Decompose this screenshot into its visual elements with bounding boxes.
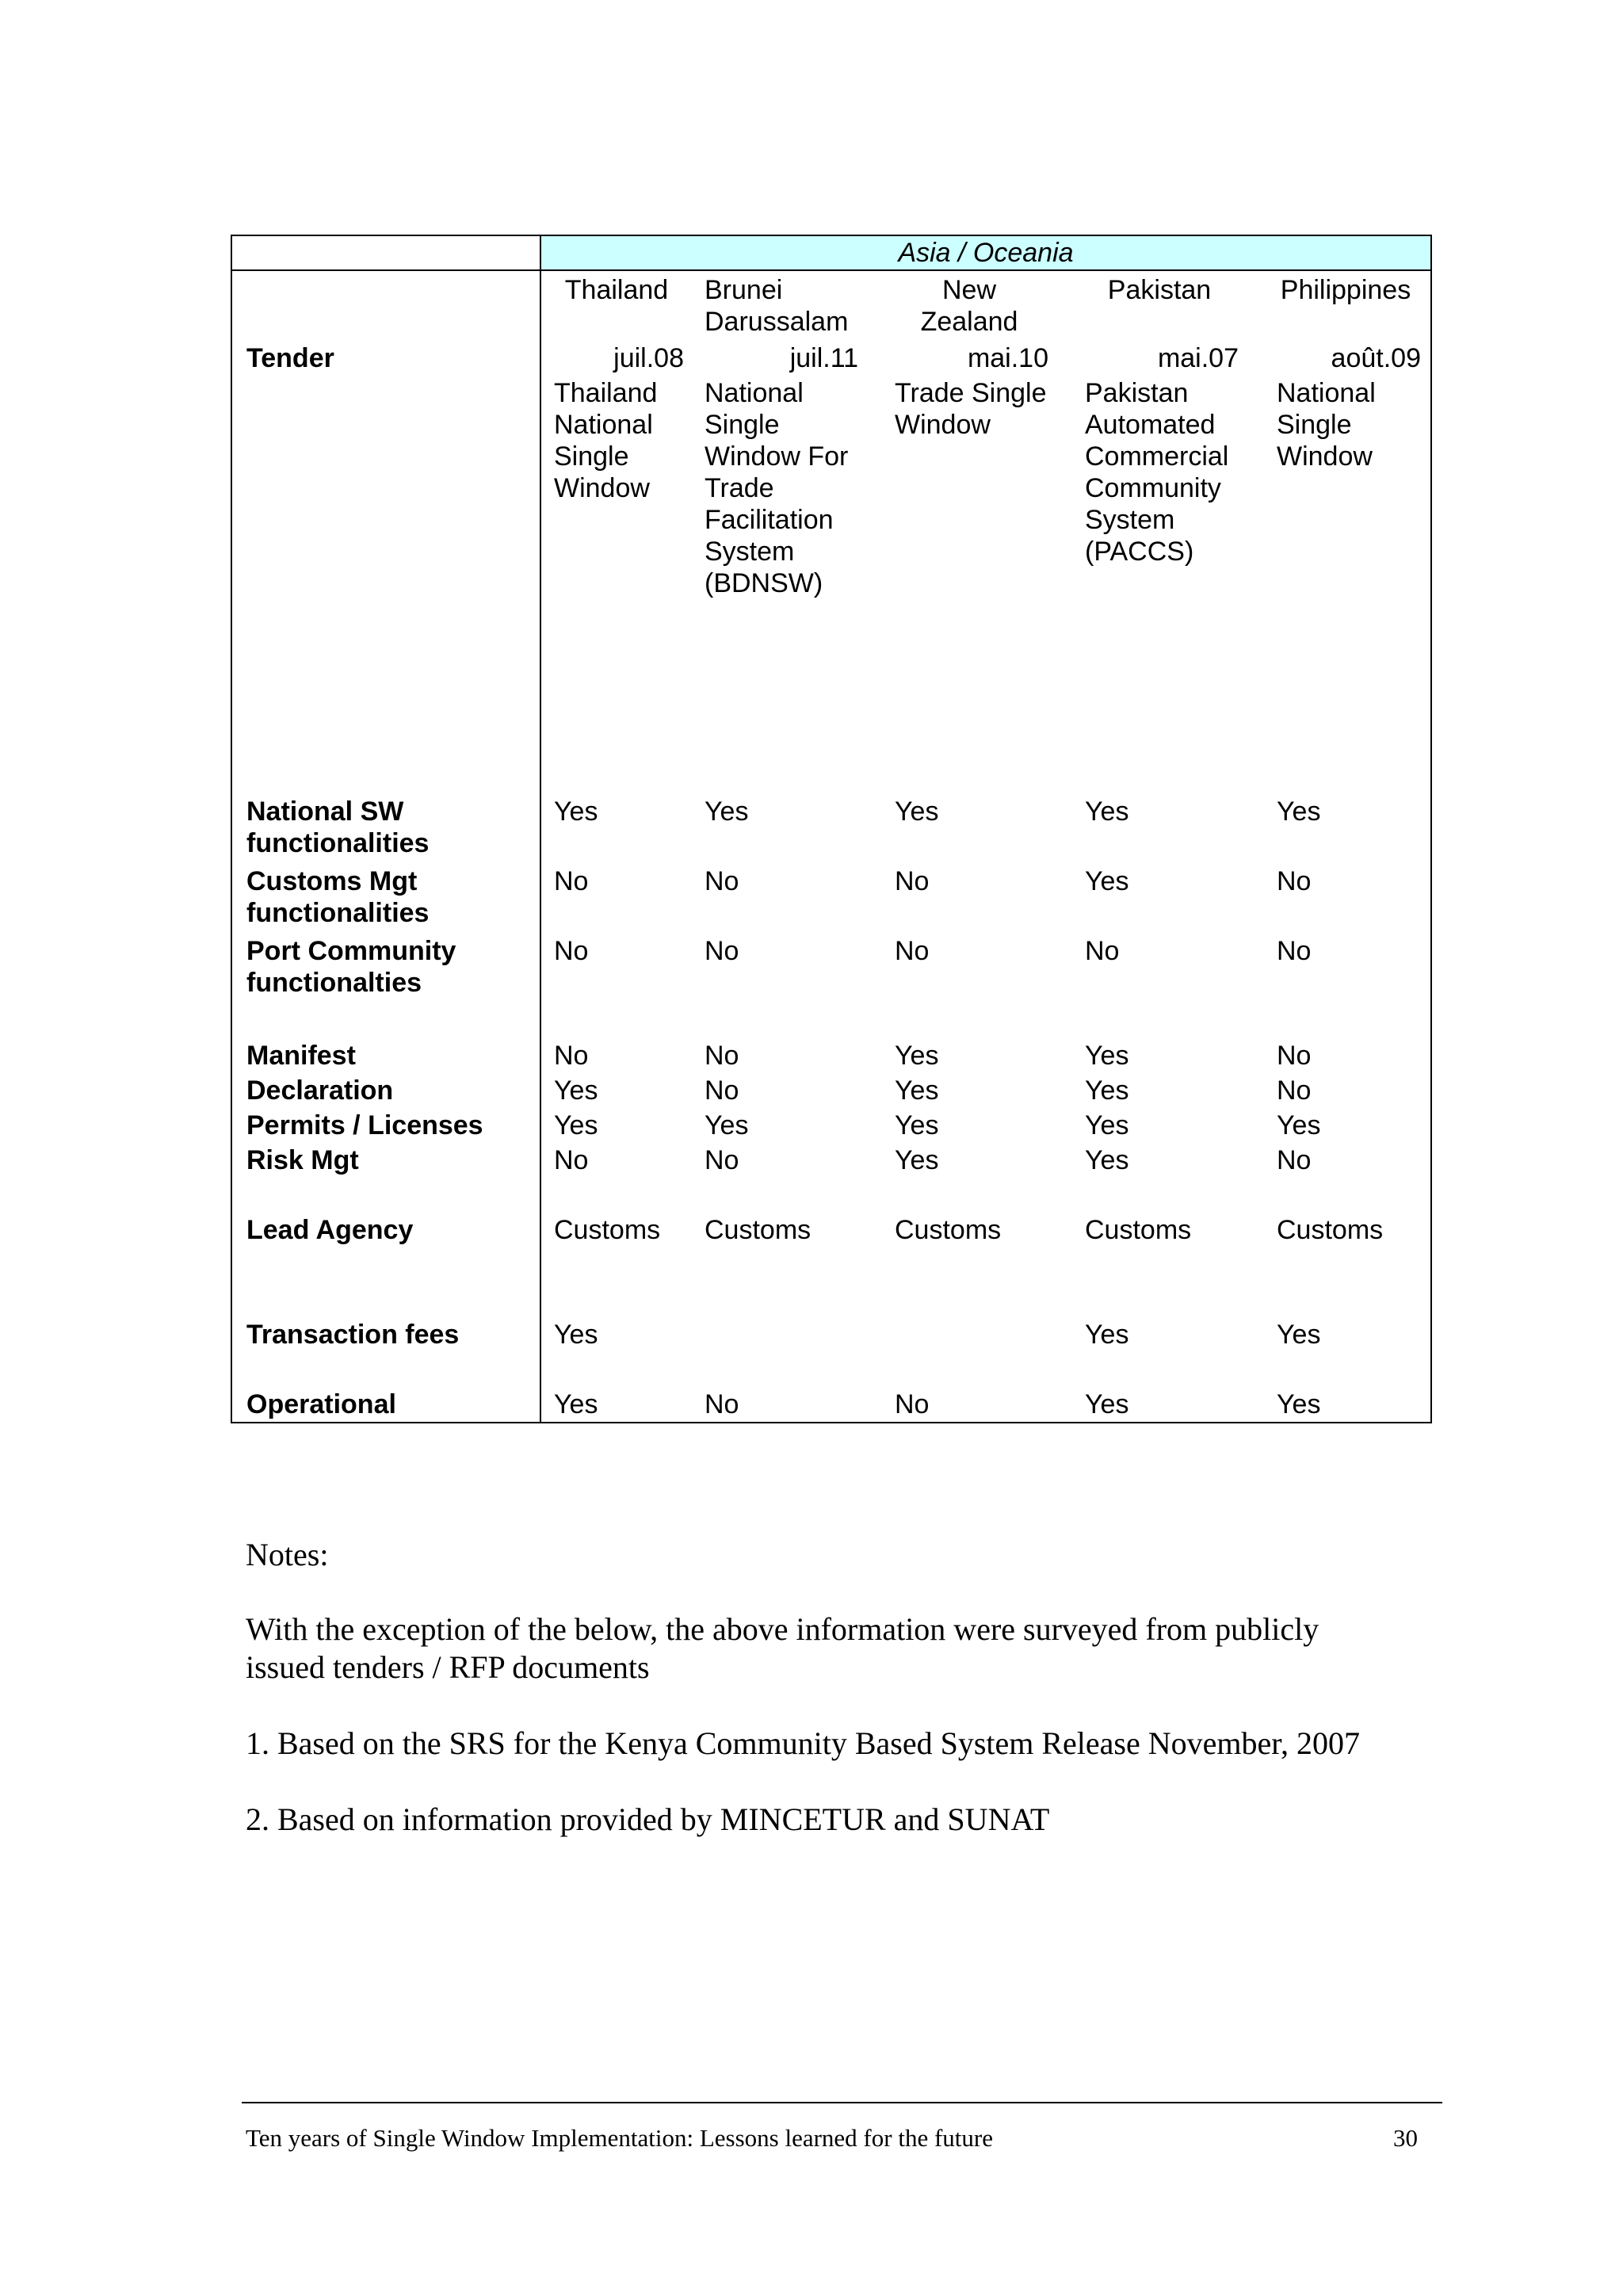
table-cell: Yes — [554, 1075, 598, 1106]
row-label: Operational — [246, 1389, 396, 1419]
row-label: Customs Mgt functionalities — [246, 866, 430, 928]
country-header: Pakistan — [1107, 275, 1212, 305]
table-cell: No — [895, 1389, 930, 1419]
table-cell: Yes — [554, 797, 598, 827]
row-label: Lead Agency — [246, 1215, 414, 1245]
footer-title: Ten years of Single Window Implementation: Lessons learned for the future — [246, 2124, 993, 2152]
table-cell: Customs — [1085, 1215, 1192, 1245]
table-cell: Customs — [895, 1215, 1002, 1245]
row-label: Transaction fees — [246, 1320, 460, 1350]
table-cell: No — [1277, 866, 1312, 896]
row-label: National SW functionalities — [246, 797, 430, 858]
country-header: Philippines — [1280, 275, 1411, 305]
table-cell: Yes — [1277, 1320, 1321, 1350]
note-item: 1. Based on the SRS for the Kenya Community Based System Release November, 2007 — [246, 1725, 1360, 1761]
table-cell: Yes — [1085, 797, 1129, 827]
table-cell: No — [1277, 1041, 1312, 1071]
table-cell: Customs — [1277, 1215, 1384, 1245]
table-cell: No — [554, 866, 589, 896]
table-cell: Yes — [1085, 1389, 1129, 1419]
table-cell: Yes — [1085, 1145, 1129, 1175]
tender-date: juil.08 — [613, 343, 684, 373]
tender-date: juil.11 — [789, 343, 858, 373]
table-cell: Yes — [1277, 1389, 1321, 1419]
table-header-divider — [232, 269, 540, 271]
tender-date: mai.07 — [1157, 343, 1239, 373]
page-number: 30 — [1393, 2124, 1418, 2152]
system-name: Thailand National Single Window — [554, 378, 658, 503]
table-cell: No — [895, 866, 930, 896]
system-name: Pakistan Automated Commercial Community System (PACCS) — [1085, 378, 1229, 567]
table-cell: No — [705, 866, 739, 896]
table-cell: No — [554, 936, 589, 966]
table-cell: Yes — [895, 1145, 939, 1175]
table-cell: No — [1277, 936, 1312, 966]
tender-date: mai.10 — [967, 343, 1048, 373]
table-cell: No — [705, 1145, 739, 1175]
table-cell: Yes — [705, 797, 749, 827]
table-cell: Yes — [554, 1320, 598, 1350]
country-header: New Zealand — [920, 275, 1018, 337]
table-cell: No — [705, 1389, 739, 1419]
row-label-tender: Tender — [246, 343, 334, 373]
row-label: Risk Mgt — [246, 1145, 359, 1175]
system-name: National Single Window For Trade Facilitation System (BDNSW) — [705, 378, 849, 598]
country-header: Brunei Darussalam — [705, 275, 849, 337]
tender-date: août.09 — [1331, 343, 1421, 373]
table-cell: No — [705, 1041, 739, 1071]
notes-heading: Notes: — [246, 1537, 329, 1572]
footer-rule — [242, 2102, 1442, 2103]
table-cell: No — [554, 1041, 589, 1071]
table-cell: Yes — [895, 797, 939, 827]
table-cell: Customs — [705, 1215, 812, 1245]
table-cell: Yes — [1085, 866, 1129, 896]
note-item: 2. Based on information provided by MINCETUR and SUNAT — [246, 1801, 1050, 1837]
table-cell: Yes — [895, 1041, 939, 1071]
table-cell: Yes — [554, 1110, 598, 1140]
table-cell: No — [1277, 1145, 1312, 1175]
table-cell: No — [1277, 1075, 1312, 1106]
table-cell: Yes — [1277, 1110, 1321, 1140]
table-cell: No — [1085, 936, 1120, 966]
table-cell: Yes — [705, 1110, 749, 1140]
table-cell: Yes — [1085, 1075, 1129, 1106]
table-cell: Yes — [1277, 797, 1321, 827]
region-header: Asia / Oceania — [541, 236, 1430, 271]
notes-intro: With the exception of the below, the above information were surveyed from publicly issued tenders / RFP documents — [246, 1611, 1319, 1685]
table-cell: Yes — [1085, 1320, 1129, 1350]
row-label: Manifest — [246, 1041, 356, 1071]
row-label: Permits / Licenses — [246, 1110, 483, 1140]
system-name: Trade Single Window — [895, 378, 1047, 440]
table-cell: No — [705, 1075, 739, 1106]
table-cell: Customs — [554, 1215, 661, 1245]
table-cell: Yes — [895, 1110, 939, 1140]
row-label: Declaration — [246, 1075, 394, 1106]
table-cell: Yes — [1085, 1110, 1129, 1140]
table-cell: Yes — [1085, 1041, 1129, 1071]
system-name: National Single Window — [1277, 378, 1376, 472]
table-column-divider — [540, 236, 541, 1422]
table-cell: No — [895, 936, 930, 966]
comparison-table — [231, 235, 1432, 1423]
table-cell: Yes — [554, 1389, 598, 1419]
row-label: Port Community functionalties — [246, 936, 456, 998]
table-cell: No — [705, 936, 739, 966]
table-cell: No — [554, 1145, 589, 1175]
table-cell: Yes — [895, 1075, 939, 1106]
country-header: Thailand — [564, 275, 669, 305]
